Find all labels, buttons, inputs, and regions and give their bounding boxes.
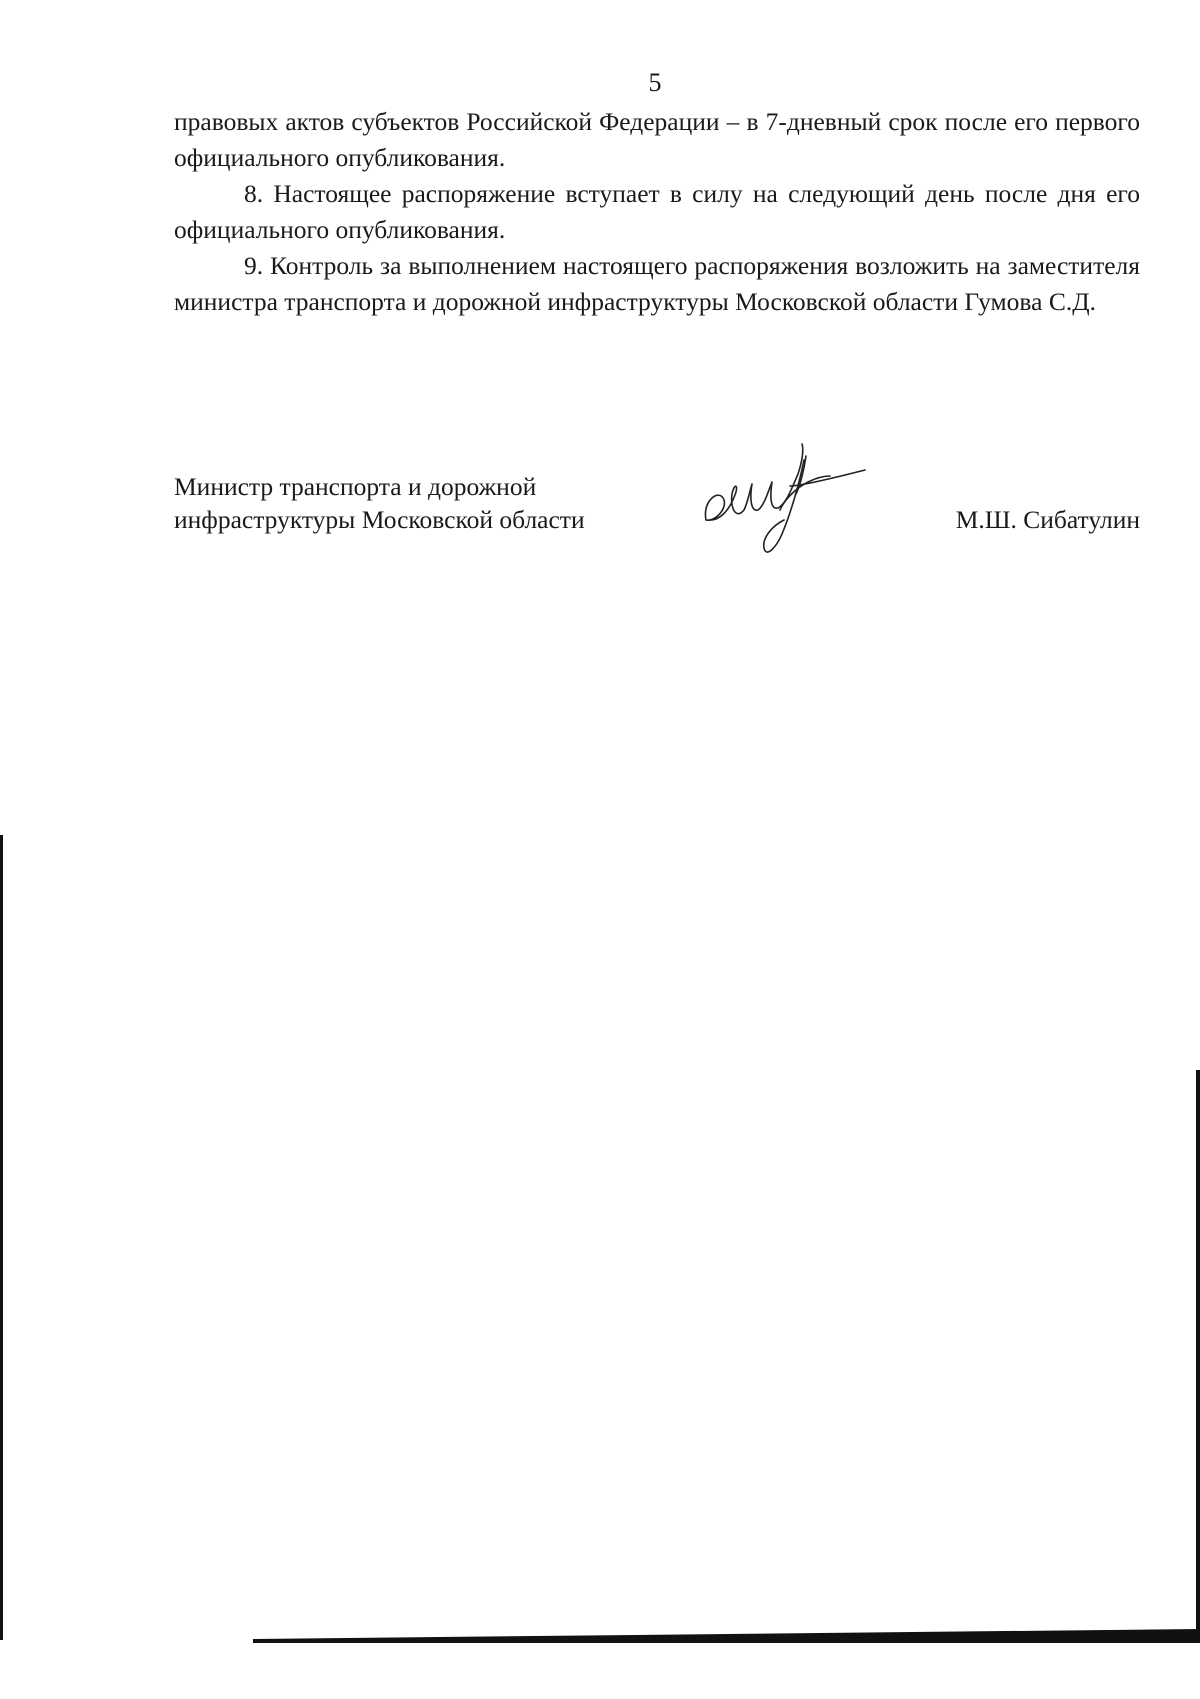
signatory-title-line-2: инфраструктуры Московской области — [174, 505, 585, 534]
signatory-title — [174, 470, 585, 536]
signatory-name: М.Ш. Сибатулин — [955, 505, 1140, 534]
page-number: 5 — [648, 68, 662, 97]
signatory-title-line-1: Министр транспорта и дорожной — [174, 472, 537, 501]
handwritten-signature — [700, 430, 870, 570]
scan-left-edge — [0, 835, 3, 1640]
scan-bottom-edge — [253, 1627, 1200, 1643]
paragraph-9: 9. Контроль за выполнением настоящего распоряжения возложить на заместителя министра транспорта и дорожной инфраструктуры Московской области Гумова С.Д. — [174, 251, 1140, 316]
paragraph-8: 8. Настоящее распоряжение вступает в силу на следующий день после дня его официального опубликования. — [174, 179, 1140, 244]
document-body — [174, 104, 1140, 320]
scan-right-edge — [1196, 1070, 1200, 1630]
paragraph-continuation: правовых актов субъектов Российской Федерации – в 7-дневный срок после его первого официального опубликования. — [174, 107, 1140, 172]
